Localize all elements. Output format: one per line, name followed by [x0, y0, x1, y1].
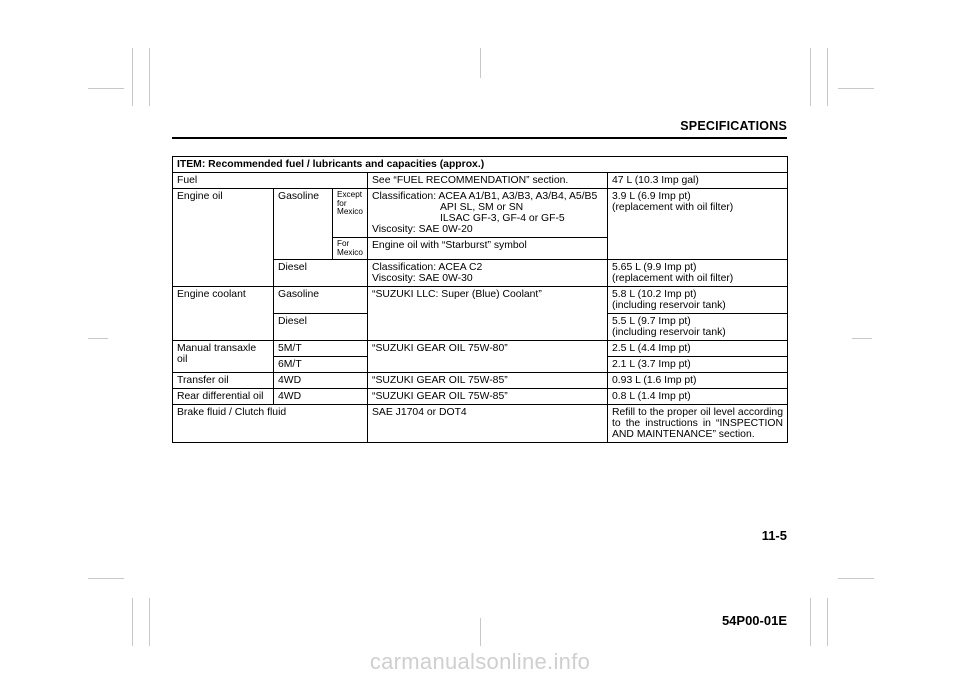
engine-coolant-item: Engine coolant	[173, 287, 274, 341]
crop-mark	[132, 48, 133, 106]
crop-mark	[810, 48, 811, 106]
table-row-transfer-oil	[173, 373, 788, 389]
engine-oil-item: Engine oil	[173, 189, 274, 287]
engine-oil-gasoline-capacity: 3.9 L (6.9 Imp pt) (replacement with oil filter)	[608, 189, 788, 260]
crop-mark	[480, 618, 481, 646]
crop-mark	[88, 88, 124, 89]
crop-mark	[852, 338, 872, 339]
table-row-transaxle-5mt	[173, 341, 788, 357]
section-title: SPECIFICATIONS	[680, 119, 787, 133]
brake-fluid-spec: SAE J1704 or DOT4	[368, 405, 608, 443]
engine-oil-spec-for-mexico: Engine oil with “Starburst” symbol	[368, 238, 608, 260]
transaxle-capacity: 2.5 L (4.4 Imp pt)	[608, 341, 788, 357]
transaxle-spec: “SUZUKI GEAR OIL 75W-80”	[368, 341, 608, 373]
table-row-fuel	[173, 173, 788, 189]
transfer-oil-item: Transfer oil	[173, 373, 274, 389]
transfer-oil-spec: “SUZUKI GEAR OIL 75W-85”	[368, 373, 608, 389]
engine-oil-diesel-capacity: 5.65 L (9.9 Imp pt) (replacement with oil filter)	[608, 260, 788, 287]
engine-oil-diesel-spec: Classification: ACEA C2 Viscosity: SAE 0W-30	[368, 260, 608, 287]
table-row-rear-differential	[173, 389, 788, 405]
engine-oil-gasoline: Gasoline	[274, 189, 333, 260]
crop-mark	[827, 598, 828, 646]
crop-mark	[838, 88, 874, 89]
transfer-oil-capacity: 0.93 L (1.6 Imp pt)	[608, 373, 788, 389]
crop-mark	[827, 48, 828, 106]
rear-diff-type: 4WD	[274, 389, 368, 405]
crop-mark	[810, 598, 811, 646]
fuel-capacity: 47 L (10.3 Imp gal)	[608, 173, 788, 189]
crop-mark	[149, 48, 150, 106]
crop-mark	[88, 338, 108, 339]
rear-diff-spec: “SUZUKI GEAR OIL 75W-85”	[368, 389, 608, 405]
transfer-oil-type: 4WD	[274, 373, 368, 389]
engine-oil-spec-except-mexico: Classification: ACEA A1/B1, A3/B3, A3/B4, A5/B5 API SL, SM or SN ILSAC GF-3, GF-4 or GF-5 Viscosity: SAE 0W-20	[368, 189, 608, 238]
coolant-diesel: Diesel	[274, 314, 368, 341]
engine-oil-diesel: Diesel	[274, 260, 368, 287]
table-heading-row	[173, 157, 788, 173]
region-except-mexico: Except for Mexico	[333, 189, 368, 238]
table-row-engine-oil-except-mexico	[173, 189, 788, 238]
transaxle-capacity: 2.1 L (3.7 Imp pt)	[608, 357, 788, 373]
table-heading: ITEM: Recommended fuel / lubricants and capacities (approx.)	[173, 157, 788, 173]
region-for-mexico: For Mexico	[333, 238, 368, 260]
transaxle-item: Manual transaxle oil	[173, 341, 274, 373]
table-row-brake-fluid	[173, 405, 788, 443]
crop-mark	[132, 598, 133, 646]
page-number: 11-5	[761, 528, 787, 543]
crop-mark	[149, 598, 150, 646]
header-rule	[172, 137, 787, 139]
document-code: 54P00-01E	[721, 613, 787, 628]
spec-table	[172, 156, 788, 443]
fuel-spec: See “FUEL RECOMMENDATION” section.	[368, 173, 608, 189]
rear-diff-item: Rear differential oil	[173, 389, 274, 405]
transaxle-type: 6M/T	[274, 357, 368, 373]
crop-mark	[838, 578, 874, 579]
transaxle-type: 5M/T	[274, 341, 368, 357]
coolant-diesel-capacity: 5.5 L (9.7 Imp pt) (including reservoir tank)	[608, 314, 788, 341]
rear-diff-capacity: 0.8 L (1.4 Imp pt)	[608, 389, 788, 405]
coolant-gasoline-capacity: 5.8 L (10.2 Imp pt) (including reservoir tank)	[608, 287, 788, 314]
table-row-coolant-gasoline	[173, 287, 788, 314]
crop-mark	[480, 48, 481, 78]
brake-fluid-capacity: Refill to the proper oil level according to the instructions in “INSPECTION AND MAINTENANCE” section.	[608, 405, 788, 443]
coolant-spec: “SUZUKI LLC: Super (Blue) Coolant”	[368, 287, 608, 341]
fuel-item: Fuel	[173, 173, 368, 189]
crop-mark	[88, 578, 124, 579]
brake-fluid-item: Brake fluid / Clutch fluid	[173, 405, 368, 443]
watermark: carmanualsonline.info	[369, 649, 591, 674]
coolant-gasoline: Gasoline	[274, 287, 368, 314]
